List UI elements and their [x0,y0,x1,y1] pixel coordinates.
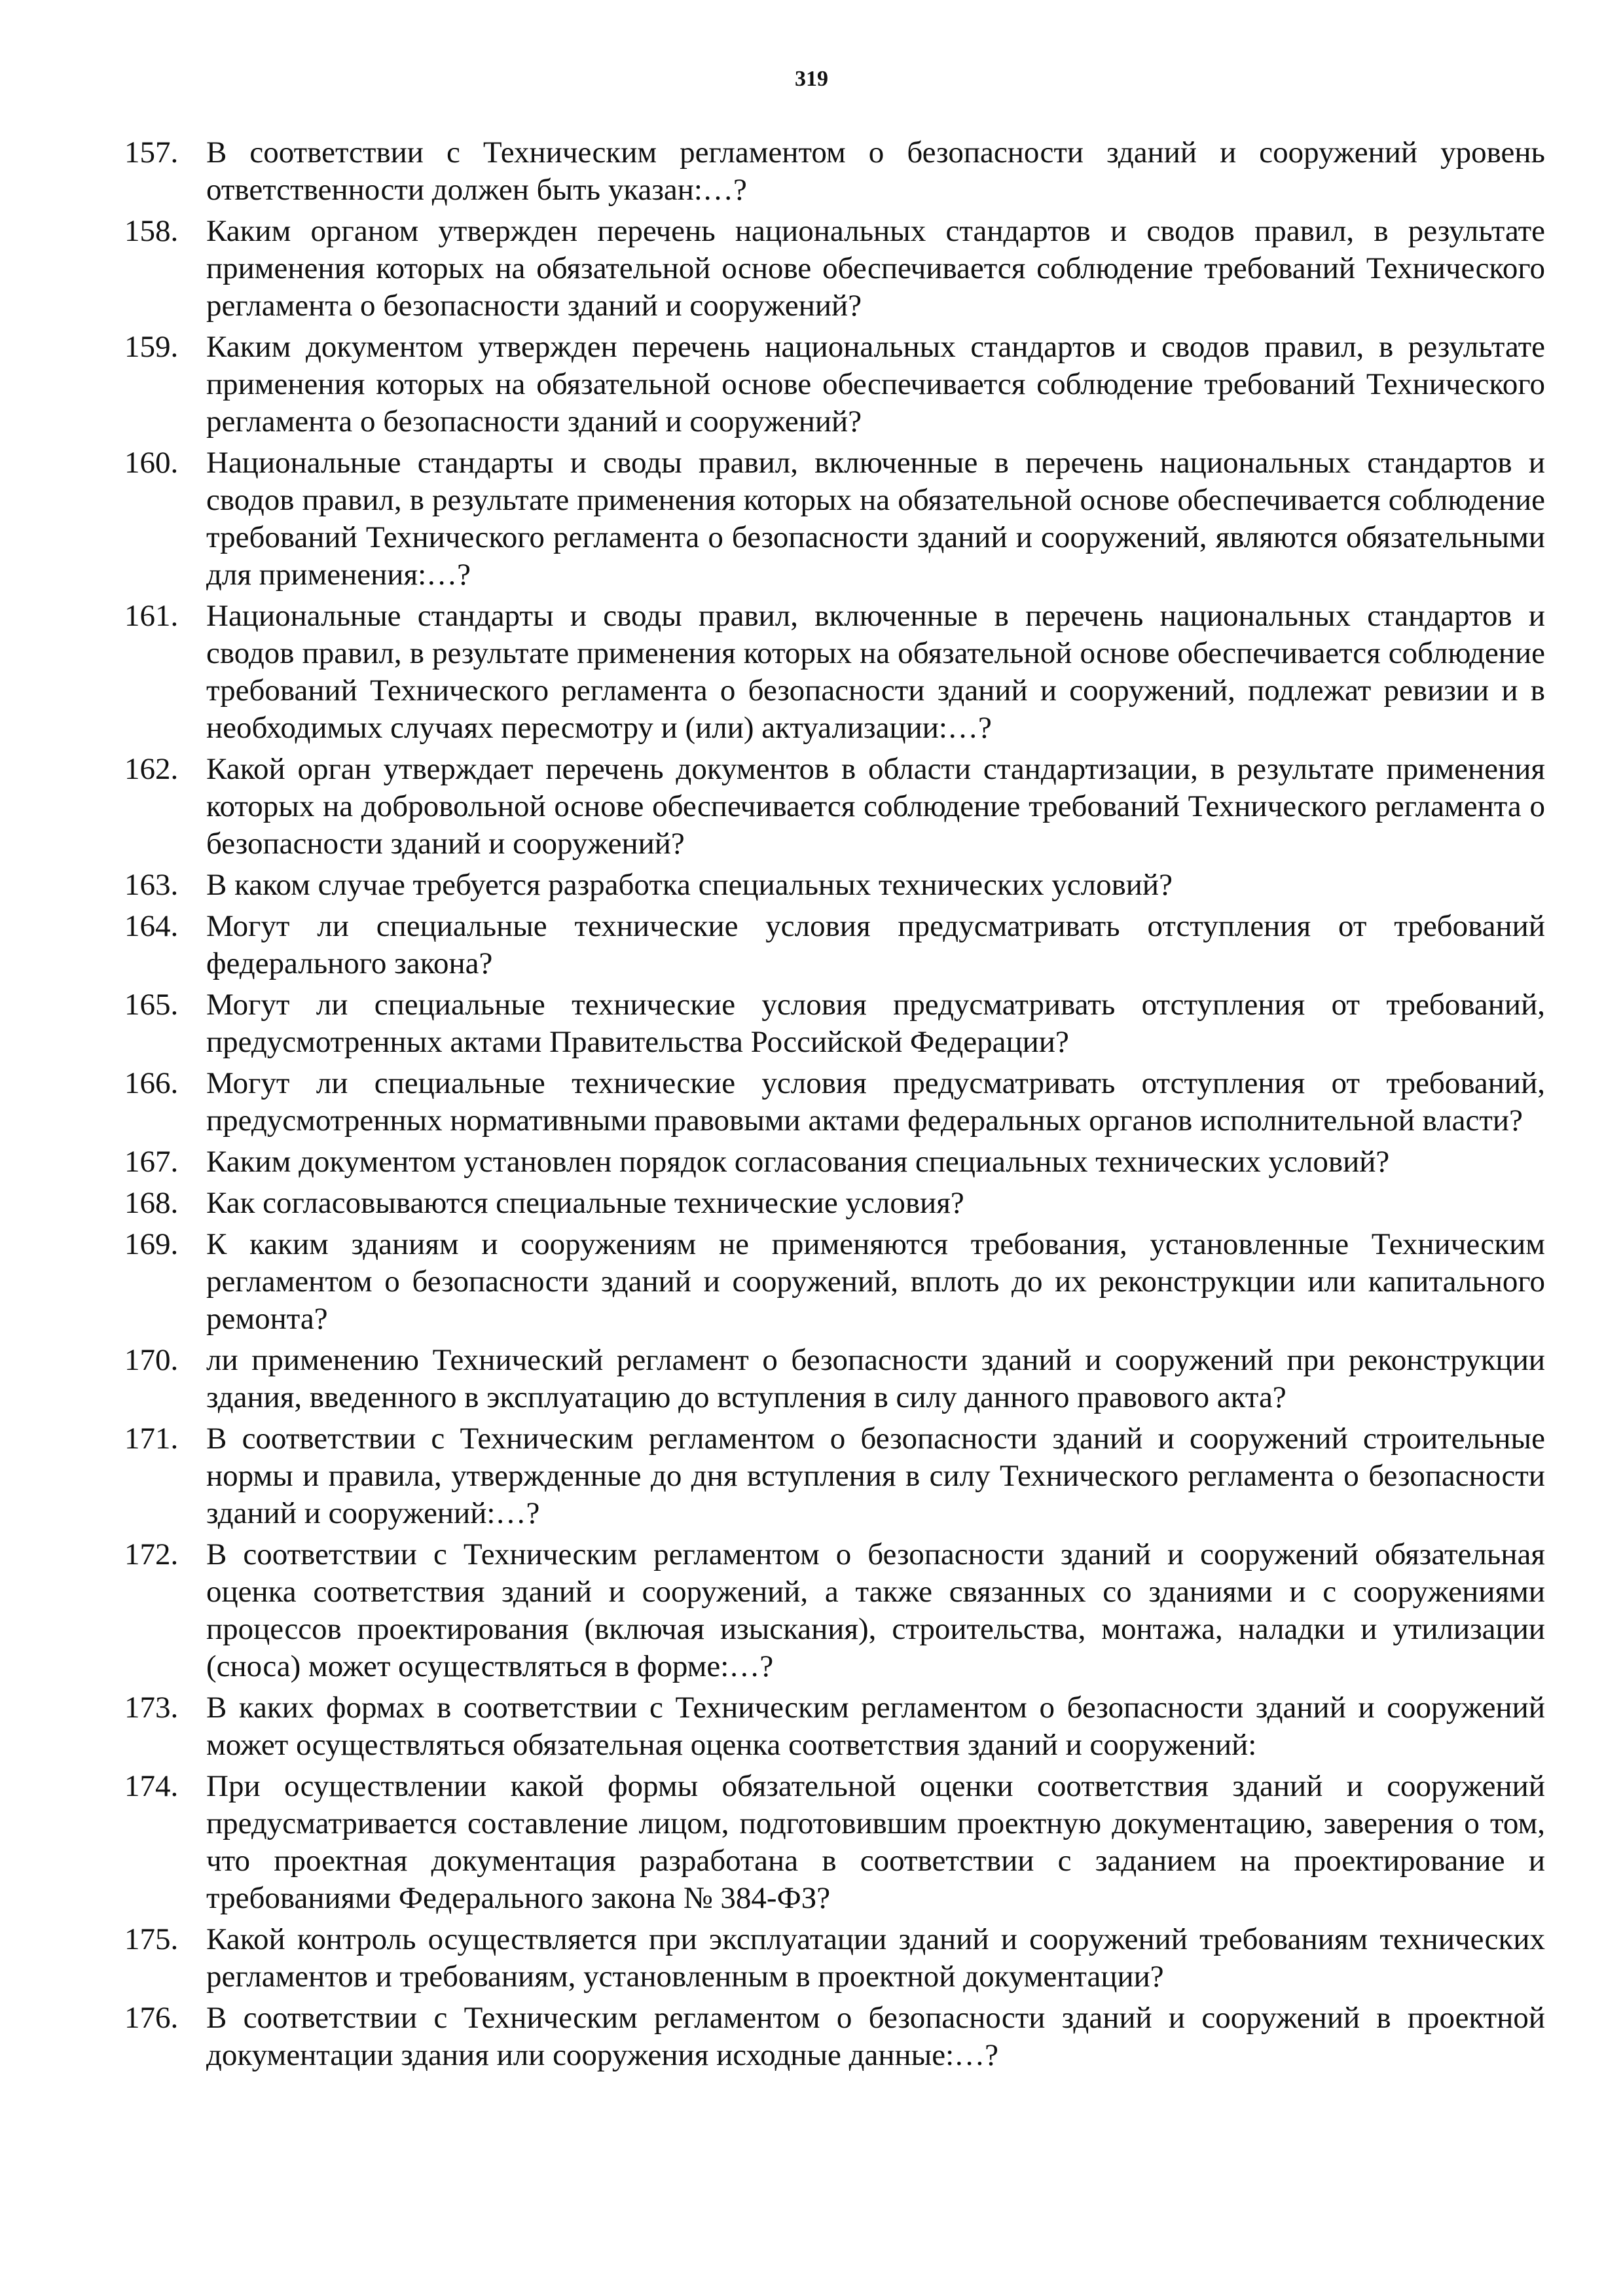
question-text: Каким органом утвержден перечень национальных стандартов и сводов правил, в результате применения которых на обязательной основе обеспечивается соблюдение требований Технического регламента о безопасности зданий и сооружений? [206,214,1545,323]
question-text: В каких формах в соответствии с Техническим регламентом о безопасности зданий и сооружений может осуществляться обязательная оценка соответствия зданий и сооружений: [206,1691,1545,1762]
question-item [124,1921,1545,1996]
question-item [124,213,1545,325]
question-number: 173. [124,1691,179,1725]
question-number: 167. [124,1145,179,1179]
question-number: 170. [124,1343,179,1377]
question-text: В каком случае требуется разработка специальных технических условий? [206,868,1173,902]
question-text: Национальные стандарты и своды правил, включенные в перечень национальных стандартов и сводов правил, в результате применения которых на обязательной основе обеспечивается соблюдение требований Технического регламента о безопасности зданий и сооружений, являются обязательными для применения:…? [206,446,1545,592]
question-item [124,1226,1545,1338]
question-text: Могут ли специальные технические условия предусматривать отступления от требований, предусмотренных актами Правительства Российской Федерации? [206,988,1545,1059]
question-item [124,908,1545,982]
question-item [124,598,1545,747]
question-number: 161. [124,599,179,633]
question-text: В соответствии с Техническим регламентом о безопасности зданий и сооружений уровень ответственности должен быть указан:…? [206,135,1545,207]
question-item [124,986,1545,1061]
question-text: Могут ли специальные технические условия предусматривать отступления от требований, предусмотренных нормативными правовыми актами федеральных органов исполнительной власти? [206,1066,1545,1138]
question-number: 160. [124,446,179,480]
question-number: 166. [124,1066,179,1100]
question-item [124,1420,1545,1532]
question-item [124,1536,1545,1685]
question-item [124,134,1545,209]
question-number: 174. [124,1769,179,1803]
question-number: 172. [124,1537,179,1571]
question-number: 164. [124,909,179,943]
question-text: К каким зданиям и сооружениям не применяются требования, установленные Техническим регламентом о безопасности зданий и сооружений, вплоть до их реконструкции или капитального ремонта? [206,1227,1545,1336]
question-item [124,1768,1545,1917]
question-number: 175. [124,1922,179,1956]
question-item [124,1689,1545,1764]
question-item [124,867,1545,904]
question-text: Национальные стандарты и своды правил, включенные в перечень национальных стандартов и сводов правил, в результате применения которых на обязательной основе обеспечивается соблюдение требований Технического регламента о безопасности зданий и сооружений, подлежат ревизии и в необходимых случаях пересмотру и (или) актуализации:…? [206,599,1545,745]
question-number: 169. [124,1227,179,1261]
question-item [124,1143,1545,1181]
question-item [124,1185,1545,1222]
question-item [124,1065,1545,1139]
question-text: В соответствии с Техническим регламентом о безопасности зданий и сооружений обязательная оценка соответствия зданий и сооружений, а также связанных со зданиями и с сооружениями процессов проектирования (включая изыскания), строительства, монтажа, наладки и утилизации (сноса) может осуществляться в форме:…? [206,1537,1545,1683]
question-item [124,2000,1545,2074]
question-text: Каким документом установлен порядок согласования специальных технических условий? [206,1145,1390,1179]
question-number: 163. [124,868,179,902]
question-text: Каким документом утвержден перечень национальных стандартов и сводов правил, в результате применения которых на обязательной основе обеспечивается соблюдение требований Технического регламента о безопасности зданий и сооружений? [206,330,1545,439]
question-text: При осуществлении какой формы обязательной оценки соответствия зданий и сооружений предусматривается составление лицом, подготовившим проектную документацию, заверения о том, что проектная документация разработана в соответствии с заданием на проектирование и требованиями Федерального закона № 384-ФЗ? [206,1769,1545,1915]
question-text: Могут ли специальные технические условия предусматривать отступления от требований федерального закона? [206,909,1545,980]
question-item [124,329,1545,440]
question-item [124,1342,1545,1416]
question-number: 171. [124,1422,179,1456]
question-number: 159. [124,330,179,364]
question-number: 157. [124,135,179,170]
question-text: В соответствии с Техническим регламентом о безопасности зданий и сооружений в проектной документации здания или сооружения исходные данные:…? [206,2001,1545,2072]
page-number: 319 [795,67,828,91]
question-item [124,444,1545,594]
question-number: 165. [124,988,179,1022]
question-text: Как согласовываются специальные технические условия? [206,1186,964,1220]
question-number: 176. [124,2001,179,2035]
question-text: ли применению Технический регламент о безопасности зданий и сооружений при реконструкции здания, введенного в эксплуатацию до вступления в силу данного правового акта? [206,1343,1545,1414]
question-number: 168. [124,1186,179,1220]
question-number: 162. [124,752,179,786]
question-text: Какой контроль осуществляется при эксплуатации зданий и сооружений требованиям технических регламентов и требованиям, установленным в проектной документации? [206,1922,1545,1994]
question-list [124,134,1545,2078]
question-text: Какой орган утверждает перечень документов в области стандартизации, в результате применения которых на добровольной основе обеспечивается соблюдение требований Технического регламента о безопасности зданий и сооружений? [206,752,1545,861]
question-text: В соответствии с Техническим регламентом о безопасности зданий и сооружений строительные нормы и правила, утвержденные до дня вступления в силу Технического регламента о безопасности зданий и сооружений:…? [206,1422,1545,1530]
question-number: 158. [124,214,179,248]
question-item [124,751,1545,863]
